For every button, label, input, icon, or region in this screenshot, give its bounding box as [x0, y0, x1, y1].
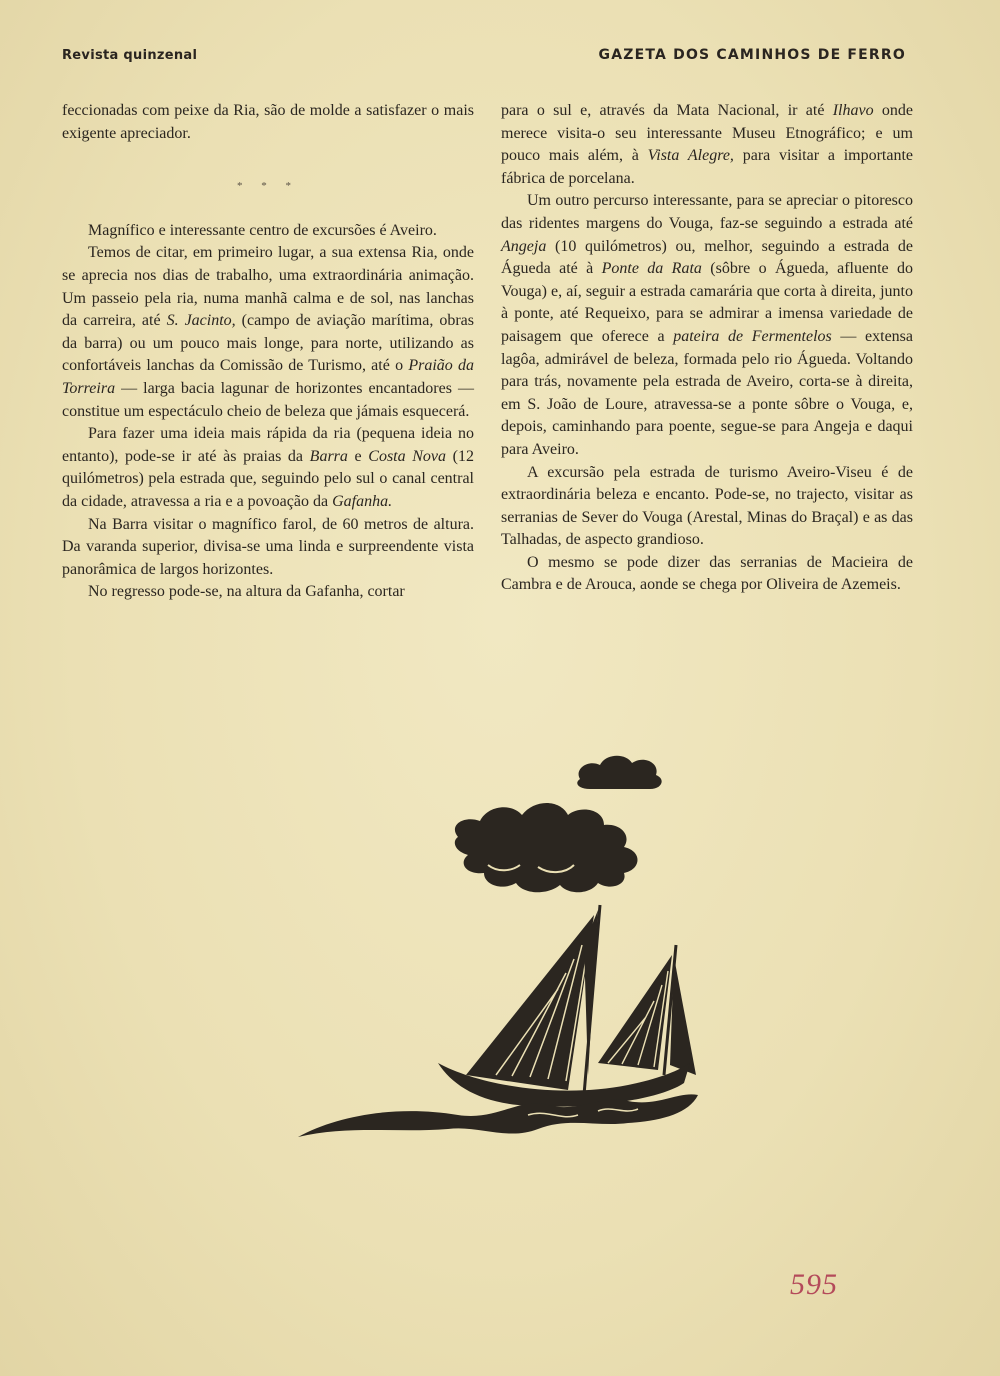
- big-cloud: [455, 803, 638, 892]
- small-cloud: [577, 756, 661, 789]
- paragraph: No regresso pode-se, na altura da Gafanha, cortar: [88, 583, 405, 601]
- paragraph: Para fazer uma ideia mais rápida da ria (pequena ideia no entanto), pode-se ir até às praias da Barra e Costa Nova (12 quilómetros) pela estrada que, seguindo pelo sul o canal central da cidade, atravessa a ria e a povoação da Gafanha.: [62, 425, 475, 510]
- paragraph: para o sul e, através da Mata Nacional, ir até Ilhavo onde merece visita-o seu interessante Museu Etnográfico; e um pouco mais além, à Vista Alegre, para visitar a importante fábrica de porcelana.: [501, 102, 914, 187]
- fore-sail: [598, 955, 672, 1070]
- paragraph: O mesmo se pode dizer das serranias de Macieira de Cambra e de Arouca, aonde se chega por Oliveira de Azemeis.: [501, 553, 913, 594]
- jib-sail: [670, 957, 696, 1075]
- main-sail: [466, 915, 594, 1090]
- left-column: [62, 100, 474, 604]
- right-column: [501, 100, 913, 597]
- paragraph: Um outro percurso interessante, para se apreciar o pitoresco das ridentes margens do Vouga, faz-se seguindo a estrada até Angeja (10 quilómetros) ou, melhor, seguindo a estrada de Águeda até à Ponte da Rata (sôbre o Águeda, afluente do Vouga) e, aí, seguir a estrada camarária que corta à direita, junto à ponte, até Requeixo, para se admirar a imensa variedade de paisagem que oferece a pateira de Fermentelos — extensa lagôa, admirável de beleza, formada pelo rio Águeda. Voltando para trás, novamente pela estrada de Aveiro, corta-se à direita, em S. João de Loure, atravessa-se a ponte sôbre o Vouga, e, depois, caminhando para poente, segue-se para Angeja e daqui para Aveiro.: [501, 192, 913, 458]
- paragraph: Temos de citar, em primeiro lugar, a sua extensa Ria, onde se aprecia nos dias de trabalho, uma extraordinária animação. Um passeio pela ria, numa manhã calma e de sol, nas lanchas da carreira, até S. Jacinto, (campo de aviação marítima, obras da barra) ou um pouco mais longe, para norte, utilizando as confortáveis lanchas da Comissão de Turismo, até o Praião da Torreira — larga bacia lagunar de horizontes encantadores — constitue um espectáculo cheio de beleza que jámais esquecerá.: [62, 244, 474, 420]
- header-right: GAZETA DOS CAMINHOS DE FERRO: [598, 47, 906, 63]
- paragraph: feccionadas com peixe da Ria, são de molde a satisfazer o mais exigente apreciador.: [62, 102, 474, 142]
- paragraph: Na Barra visitar o magnífico farol, de 60 metros de altura. Da varanda superior, divisa-se uma linda e surpreendente vista panorâmica de largos horizontes.: [62, 515, 474, 578]
- page-number: 595: [790, 1268, 838, 1301]
- section-separator: * * *: [237, 180, 299, 193]
- paragraph: A excursão pela estrada de turismo Aveiro-Viseu é de extraordinária beleza e encanto. Pode-se, no trajecto, visitar as serranias de Sever do Vouga (Arestal, Minas do Braçal) e as das Talhadas, de aspecto grandioso.: [501, 463, 913, 549]
- header-left: Revista quinzenal: [62, 48, 198, 63]
- paragraph: Magnífico e interessante centro de excursões é Aveiro.: [88, 221, 437, 239]
- sailboat-illustration: [298, 745, 718, 1155]
